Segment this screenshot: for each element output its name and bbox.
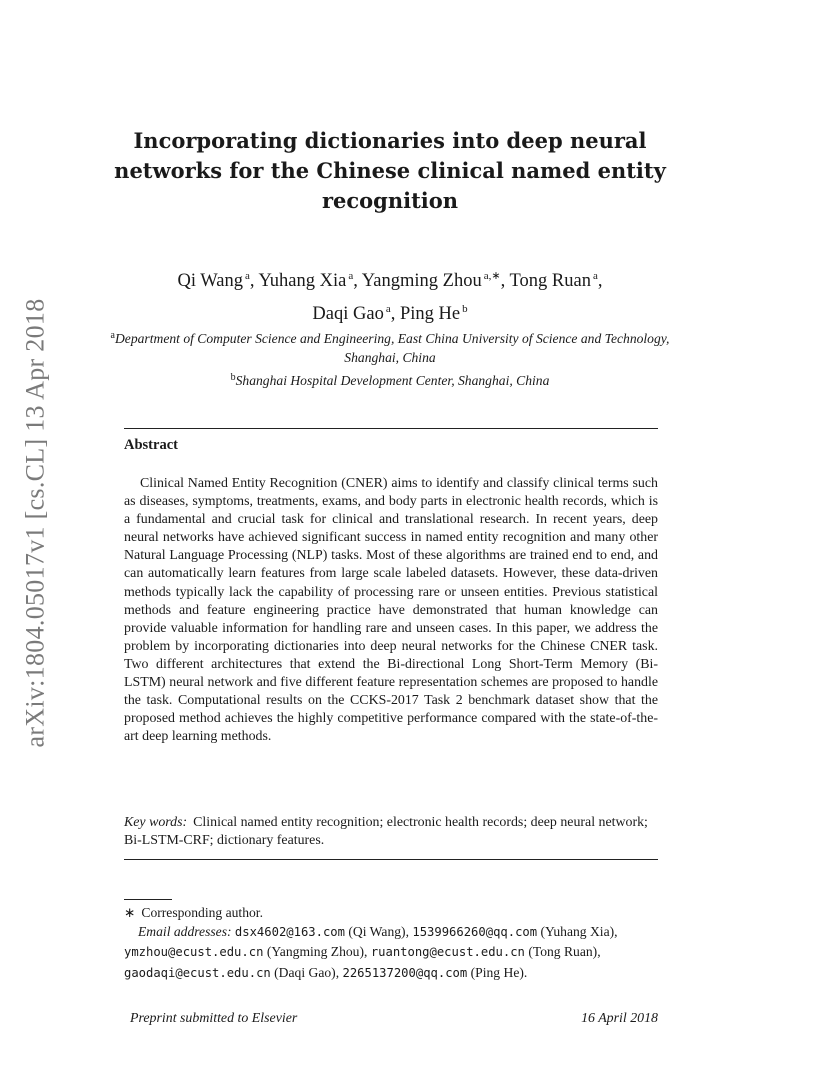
keywords	[124, 814, 658, 850]
email-link[interactable]: ymzhou@ecust.edu.cn	[124, 945, 264, 960]
email-link[interactable]: 2265137200@qq.com	[342, 965, 468, 980]
affiliation-a: $^a$Department of Computer Science and Engineering, East China University of Science and Technology, Shanghai, China	[110, 330, 670, 365]
abstract-body: Clinical Named Entity Recognition (CNER) aims to identify and classify clinical terms such as diseases, symptoms, treatments, exams, and body parts in electronic health records, which is a fundamental and crucial task for clinical and translational research. In recent years, deep neural networks have achieved significant success in named entity recognition and many other Natural Language Processing (NLP) tasks. Most of these algorithms are trained end to end, and can automatically learn features from large scale labeled datasets. However, these data-driven methods typically lack the capability of processing rare or unseen entities. Previous statistical methods and feature engineering practice have demonstrated that human knowledge can provide valuable information for handling rare and unseen cases. In this paper, we address the problem by incorporating dictionaries into deep neural networks for the Chinese CNER task. Two different architectures that extend the Bi-directional Long Short-Term Memory (Bi-LSTM) neural network and five different feature representation schemes are proposed to handle the task. Computational results on the CCKS-2017 Task 2 benchmark dataset show that the proposed method achieves the highly competitive performance compared with the state-of-the-art deep learning methods.	[124, 476, 658, 745]
footnote-corresponding: ∗ Corresponding author.	[124, 905, 263, 920]
footnote	[124, 903, 658, 983]
keywords-label: Key words:	[124, 815, 188, 830]
author: Ping He $^b$	[399, 303, 468, 324]
author: Yuhang Xia $^a$,	[258, 270, 362, 291]
email-link[interactable]: dsx4602@163.com	[234, 925, 345, 940]
arxiv-stamp-text: arXiv:1804.05017v1 [cs.CL] 13 Apr 2018	[21, 298, 50, 748]
divider-top	[124, 428, 658, 429]
author: Qi Wang $^a$,	[177, 270, 259, 291]
author: Daqi Gao $^a$,	[312, 303, 400, 324]
email-link[interactable]: 1539966260@qq.com	[412, 925, 538, 940]
keywords-text: Clinical named entity recognition; electronic health records; deep neural network; Bi-LSTM-CRF; dictionary features.	[124, 815, 648, 849]
divider-bottom	[124, 859, 658, 860]
affiliation-b: $^b$Shanghai Hospital Development Center, Shanghai, China	[230, 372, 550, 388]
footnote-emails: Email addresses: dsx4602@163.com (Qi Wang), 1539966260@qq.com (Yuhang Xia), ymzhou@ecust.edu.cn (Yangming Zhou), ruantong@ecust.edu.cn (Tong Ruan), gaodaqi@ecust.edu.cn (Daqi Gao), 2265137200@qq.com (Ping He).	[124, 924, 618, 980]
footer-date: 16 April 2018	[581, 1011, 658, 1026]
arxiv-stamp	[14, 288, 58, 758]
email-link[interactable]: ruantong@ecust.edu.cn	[370, 945, 525, 960]
paper-title: Incorporating dictionaries into deep neural networks for the Chinese clinical named entity recognition	[114, 128, 666, 213]
footer-preprint-note: Preprint submitted to Elsevier	[130, 1011, 298, 1026]
author: Tong Ruan $^a$,	[509, 270, 603, 291]
footnote-rule	[124, 899, 172, 900]
abstract-heading: Abstract	[124, 437, 178, 453]
author: Yangming Zhou $^{a,∗}$,	[361, 270, 510, 291]
email-link[interactable]: gaodaqi@ecust.edu.cn	[124, 965, 271, 980]
author-list	[110, 262, 670, 328]
